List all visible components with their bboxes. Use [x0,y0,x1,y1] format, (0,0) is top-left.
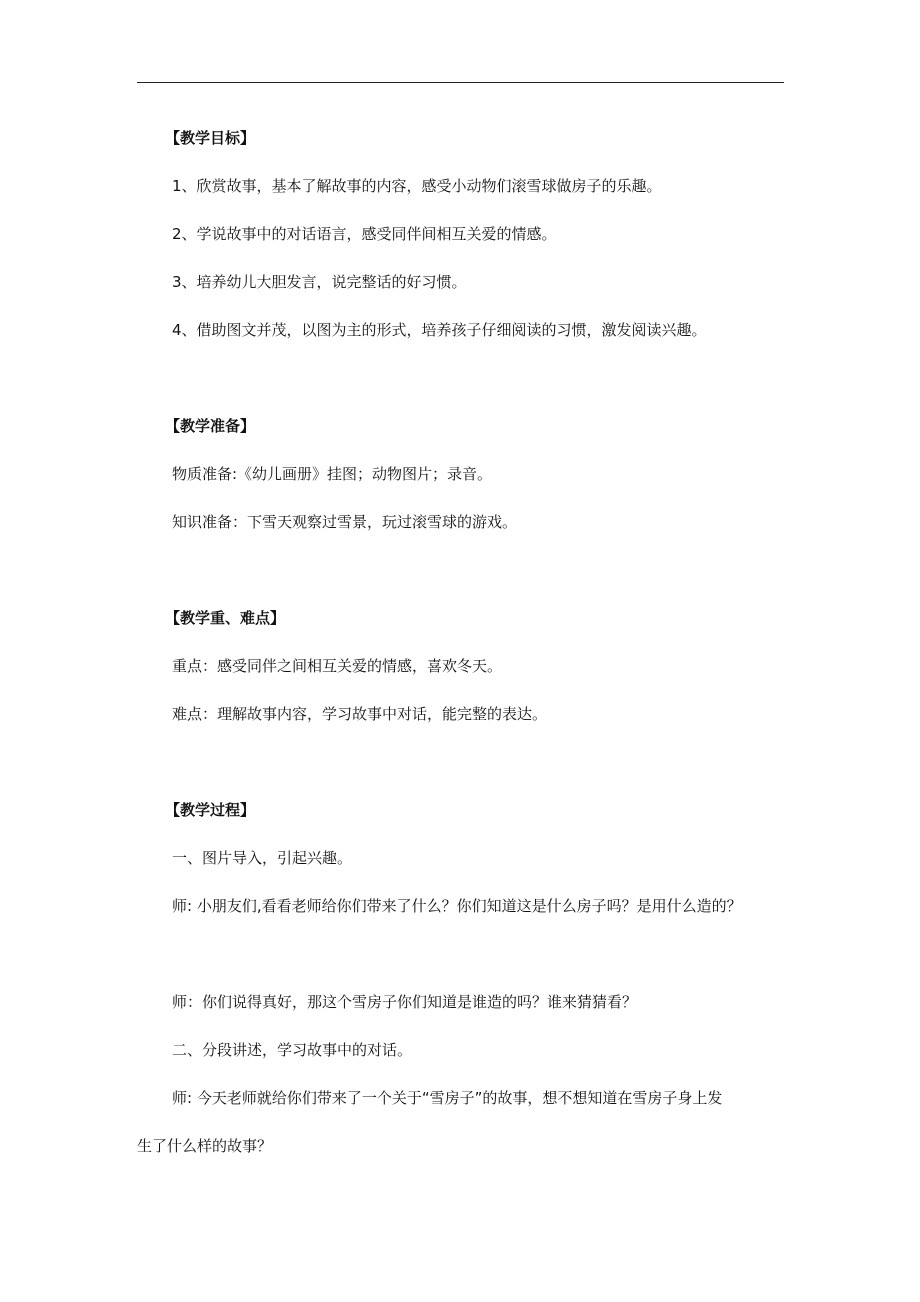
process-teacher-line-2: 师：你们说得真好，那这个雪房子你们知道是谁造的吗？谁来猜猜看？ [172,993,638,1011]
key-point-difficulty: 难点：理解故事内容，学习故事中对话，能完整的表达。 [172,705,548,723]
preparation-item-2: 知识准备：下雪天观察过雪景，玩过滚雪球的游戏。 [172,513,518,531]
key-points-heading: 【教学重、难点】 [165,609,286,627]
process-teacher-line-1: 师: 小朋友们,看看老师给你们带来了什么？你们知道这是什么房子吗？是用什么造的？ [172,897,742,915]
header-rule [137,82,784,83]
process-teacher-line-3-cont: 生了什么样的故事？ [137,1137,273,1155]
goal-item-3: 3、培养幼儿大胆发言，说完整话的好习惯。 [172,273,467,291]
goal-item-4: 4、借助图文并茂，以图为主的形式，培养孩子仔细阅读的习惯，激发阅读兴趣。 [172,321,707,339]
process-heading: 【教学过程】 [165,801,256,819]
process-step-1: 一、图片导入，引起兴趣。 [172,849,353,867]
preparation-heading: 【教学准备】 [165,417,256,435]
key-point-focus: 重点：感受同伴之间相互关爱的情感，喜欢冬天。 [172,657,503,675]
process-teacher-line-3: 师: 今天老师就给你们带来了一个关于“雪房子”的故事，想不想知道在雪房子身上发 [172,1089,723,1107]
goals-heading: 【教学目标】 [165,129,256,147]
goal-item-1: 1、欣赏故事，基本了解故事的内容，感受小动物们滚雪球做房子的乐趣。 [172,177,662,195]
process-step-2: 二、分段讲述，学习故事中的对话。 [172,1041,413,1059]
goal-item-2: 2、学说故事中的对话语言，感受同伴间相互关爱的情感。 [172,225,557,243]
preparation-item-1: 物质准备:《幼儿画册》挂图；动物图片；录音。 [172,465,493,483]
